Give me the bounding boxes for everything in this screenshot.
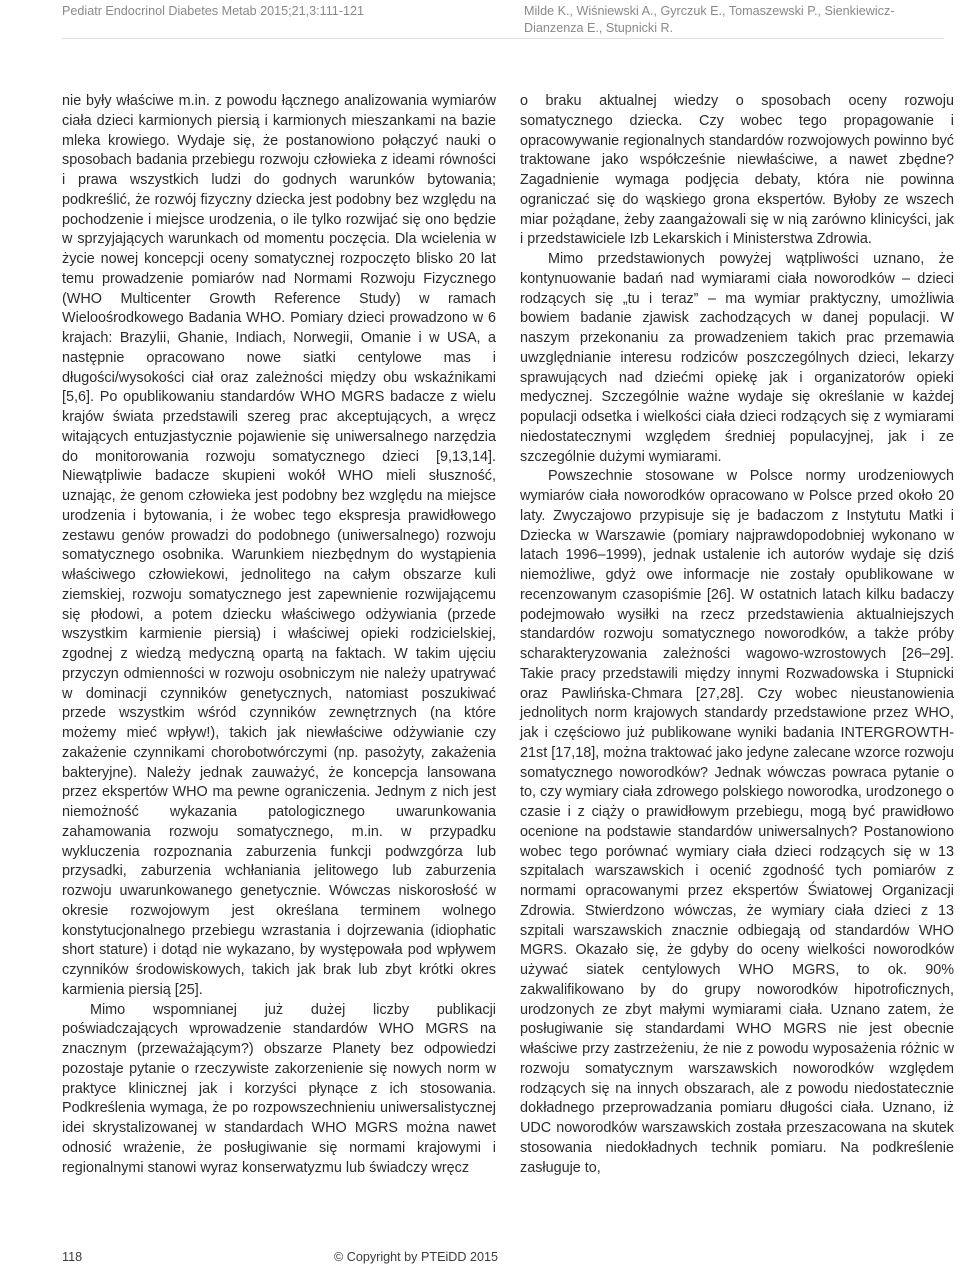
paragraph: o braku aktualnej wiedzy o sposobach oceny rozwoju somatycznego dziecka. Czy wobec tego propagowanie i opracowywanie regionalnych standardów rozwojowych powinno być traktowane jako współcześnie niewłaściwe, a nawet zbędne? Zagadnienie wymaga podjęcia debaty, która nie powinna ograniczać się do wąskiego grona ekspertów. Byłoby ze wszech miar pożądane, żeby zaangażowali się w nią zarówno klinicyści, jak i przedstawiciele Izb Lekarskich i Ministerstwa Zdrowia. (520, 93, 954, 248)
page-number: 118 (62, 1250, 83, 1264)
paragraph: Mimo wspomnianej już dużej liczby publikacji poświadczających wprowadzenie standardów WHO MGRS na znacznym (przeważającym?) obszarze Planety bez odpowiedzi pozostaje pytanie o rzeczywiste zakorzenienie się nowych norm w praktyce klinicznej jak i korzyści płynące z ich stosowania. Podkreślenia wymaga, że po rozpowszechnieniu uniwersalistycznej idei skrystalizowanej w standardach WHO MGRS można nawet odnosić wrażenie, że posługiwanie się normami krajowymi i regionalnymi stanowi wyraz konserwatyzmu lub świadczy wręcz (62, 1001, 496, 1176)
author-list: Milde K., Wiśniewski A., Gyrczuk E., Tomaszewski P., Sienkiewicz-Dianzenza E., Stupnicki R. (524, 4, 895, 35)
copyright-notice: © Copyright by PTEiDD 2015 (334, 1250, 498, 1264)
left-column (62, 92, 496, 1178)
paragraph: nie były właściwe m.in. z powodu łącznego analizowania wymiarów ciała dzieci karmionych piersią i karmionych mieszankami na bazie mleka krowiego. Wydaje się, że postanowiono połączyć nauki o sposobach badania przebiegu rozwoju człowieka z ideami równości i prawa wszystkich ludzi do godnych warunków bytowania; podkreślić, że rozwój fizyczny dziecka jest podobny bez względu na pochodzenie i miejsce urodzenia, o ile tylko rozwijać się ono będzie w sprzyjających warunkach od momentu poczęcia. Dla wcielenia w życie nowej koncepcji oceny somatycznej rozpoczęto blisko 20 lat temu prowadzenie pomiarów nad Normami Rozwoju Fizycznego (WHO Multicenter Growth Reference Study) w ramach Wieloośrodkowego Badania WHO. Pomiary dzieci prowadzono w 6 krajach: Brazylii, Ghanie, Indiach, Norwegii, Omanie i w USA, a następnie opracowano nowe siatki centylowe mas i długości/wysokości ciał oraz zależności między obu wskaźnikami [5,6]. Po opublikowaniu standardów WHO MGRS badacze z wielu krajów świata przedstawili szereg prac akceptujących, a wręcz witających entuzjastycznie pojawienie się uniwersalnego narzędzia do monitorowania rozwoju somatycznego dzieci [9,13,14]. Niewątpliwie badacze skupieni wokół WHO mieli słuszność, uznając, że genom człowieka jest podobny bez względu na miejsce urodzenia i bytowania, i że wobec tego ekspresja prawidłowego zestawu genów prowadzi do podobnego (uniwersalnego) rozwoju somatycznego osobnika. Warunkiem niezbędnym do wystąpienia właściwego człowiekowi, jednolitego na całym obszarze kuli ziemskiej, rozwoju somatycznego jest zapewnienie rozwijającemu się płodowi, a potem dziecku właściwego odżywiania (przede wszystkim karmienie piersią) i właściwej opieki rodzicielskiej, zgodnej z wiedzą medyczną opartą na faktach. W takim ujęciu przyczyn odmienności w rozwoju osobniczym nie należy upatrywać w dominacji czynników genetycznych, natomiast poszukiwać przede wszystkim wśród czynników zewnętrznych (na które możemy mieć wpływ!), takich jak niewłaściwe odżywianie czy zakażenie czynnikami chorobotwórczymi (np. pasożyty, zakażenia bakteryjne). Należy jednak zauważyć, że koncepcja lansowana przez ekspertów WHO ma pewne ograniczenia. Jednym z nich jest niemożność wykazania patologicznego uwarunkowania zahamowania rozwoju somatycznego, m.in. w przypadku wykluczenia rozpoznania zaburzenia funkcji podwzgórza lub przysadki, zaburzenia wchłaniania jelitowego lub zaburzenia rozwoju uwarunkowanego genetycznie. Wówczas niskorosłość w okresie rozwojowym jest określana terminem wolnego konstytucjonalnego przebiegu wzrastania i dojrzewania (idiophatic short stature) i dotąd nie wykazano, by występowała pod wpływem czynników środowiskowych, takich jak brak lub zbyt krótki okres karmienia piersią [25]. (62, 93, 496, 998)
paragraph: Mimo przedstawionych powyżej wątpliwości uznano, że kontynuowanie badań nad wymiarami ciała noworodków – dzieci rodzących się „tu i teraz” – ma wymiar praktyczny, umożliwia bowiem badanie zjawisk zachodzących w danej populacji. W naszym przekonaniu za prowadzeniem takich prac przemawia uwzględnianie interesu rodziców poszczególnych dzieci, lekarzy sprawujących nad dziećmi opiekę jak i organizatorów opieki medycznej. Szczególnie ważne wydaje się określanie w każdej populacji odsetka i wielkości ciała dzieci rodzących się z wymiarami niedostatecznymi względem średniej populacyjnej, jak i ze szczególnie dużymi wymiarami. (520, 251, 954, 465)
right-column (520, 92, 954, 1178)
journal-citation: Pediatr Endocrinol Diabetes Metab 2015;21,3:111-121 (62, 4, 364, 18)
header-divider (62, 38, 944, 39)
paragraph: Powszechnie stosowane w Polsce normy urodzeniowych wymiarów ciała noworodków opracowano w Polsce przed około 20 laty. Zwyczajowo przypisuje się je badaczom z Instytutu Matki i Dziecka w Warszawie (pomiary najprawdopodobniej wykonano w latach 1996–1999), jednak ustalenie ich autorów wydaje się dziś niemożliwe, gdyż owe informacje nie zostały opublikowane w recenzowanym czasopiśmie [26]. W ostatnich latach kilku badaczy podejmowało wysiłki na rzecz przedstawienia aktualniejszych standardów rozwoju somatycznego noworodków, a także próby scharakteryzowania zależności wagowo-wzrostowych [26–29]. Takie pracy przedstawili między innymi Rozwadowska i Stupnicki oraz Pawlińska-Chmara [27,28]. Czy wobec nieustanowienia jednolitych norm krajowych standardy przedstawione przez WHO, jak i częściowo już publikowane wyniki badania INTERGROWTH-21st [17,18], można traktować jako jedyne zalecane wzorce rozwoju somatycznego noworodków? Jednak wówczas powraca pytanie o to, czy wymiary ciała zdrowego polskiego noworodka, urodzonego o czasie i z ciąży o prawidłowym przebiegu, mogą być prawidłowo ocenione na podstawie standardów uniwersalnych? Postanowiono wobec tego porównać wymiary ciała dzieci rodzących się w 13 szpitalach warszawskich i ocenić zgodność tych pomiarów z normami opracowanymi przez ekspertów Światowej Organizacji Zdrowia. Stwierdzono wówczas, że wymiary ciała dzieci z 13 szpitali warszawskich znacznie odbiegają od standardów WHO MGRS. Okazało się, że gdyby do oceny wielkości noworodków używać siatek centylowych WHO MGRS, to ok. 90% zakwalifikowano by do grupy noworodków hipotroficznych, urodzonych ze zbyt małymi wymiarami ciała. Uznano zatem, że posługiwanie się standardami WHO MGRS nie jest obecnie właściwe przy zastrzeżeniu, że nie z powodu wyposażenia różnic w rozwoju somatycznym warszawskich noworodków względem rodzących się na innych obszarach, ale z powodu niedostatecznie dokładnego przeprowadzania pomiaru długości ciała. Uznano, iż UDC noworodków warszawskich została przeszacowana na skutek stosowania niedokładnych technik pomiaru. Na podkreślenie zasługuje to, (520, 468, 954, 1176)
